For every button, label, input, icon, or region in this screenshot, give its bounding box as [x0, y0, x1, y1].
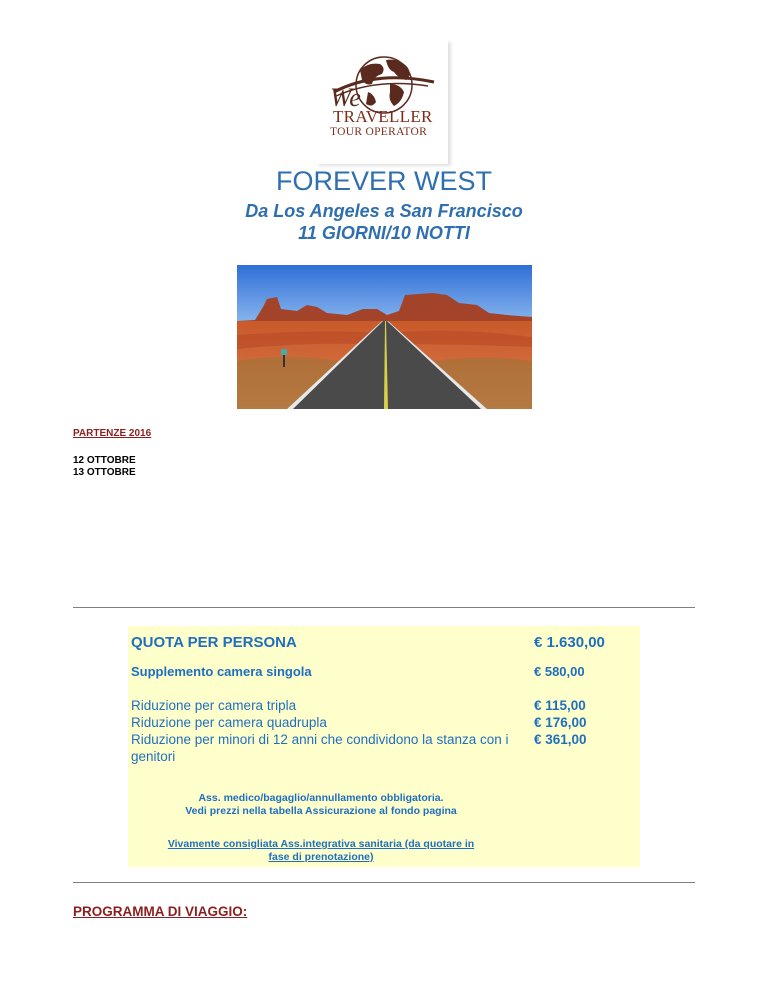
logo-script: We	[330, 83, 361, 112]
departures-heading: PARTENZE 2016	[73, 428, 152, 439]
page-title: FOREVER WEST	[275, 166, 492, 196]
globe-icon	[316, 40, 448, 164]
hero-road-photo	[237, 265, 532, 409]
company-logo	[316, 40, 448, 164]
departure-date: 13 OTTOBRE	[73, 467, 136, 478]
logo-line-1: TRAVELLER	[333, 107, 433, 126]
divider	[73, 882, 695, 883]
departure-date: 12 OTTOBRE	[73, 455, 136, 466]
insurance-note: Vedi prezzi nella tabella Assicurazione al fondo pagina	[185, 805, 457, 817]
program-heading: PROGRAMMA DI VIAGGIO:	[73, 904, 248, 919]
reduction-label-wrap: genitori	[131, 749, 176, 764]
single-supplement-label: Supplemento camera singola	[131, 664, 312, 679]
reduction-label: Riduzione per camera tripla	[131, 698, 297, 713]
divider	[73, 607, 695, 608]
main-price-label: QUOTA PER PERSONA	[131, 634, 297, 651]
recommendation-note: fase di prenotazione)	[268, 851, 374, 863]
reduction-value: € 361,00	[534, 732, 587, 747]
trip-duration: 11 GIORNI/10 NOTTI	[298, 223, 470, 243]
single-supplement-value: € 580,00	[534, 664, 585, 679]
reduction-label: Riduzione per minori di 12 anni che condividono la stanza con i	[131, 732, 509, 747]
reduction-value: € 115,00	[534, 698, 586, 713]
recommendation-note: Vivamente consigliata Ass.integrativa sanitaria (da quotare in	[167, 838, 475, 850]
page-subtitle: Da Los Angeles a San Francisco	[245, 201, 523, 221]
price-box	[128, 626, 640, 867]
insurance-note: Ass. medico/bagaglio/annullamento obbligatoria.	[198, 792, 444, 804]
main-price-value: € 1.630,00	[534, 634, 605, 651]
reduction-label: Riduzione per camera quadrupla	[131, 715, 327, 730]
logo-line-2: TOUR OPERATOR	[330, 126, 428, 138]
reduction-value: € 176,00	[534, 715, 587, 730]
